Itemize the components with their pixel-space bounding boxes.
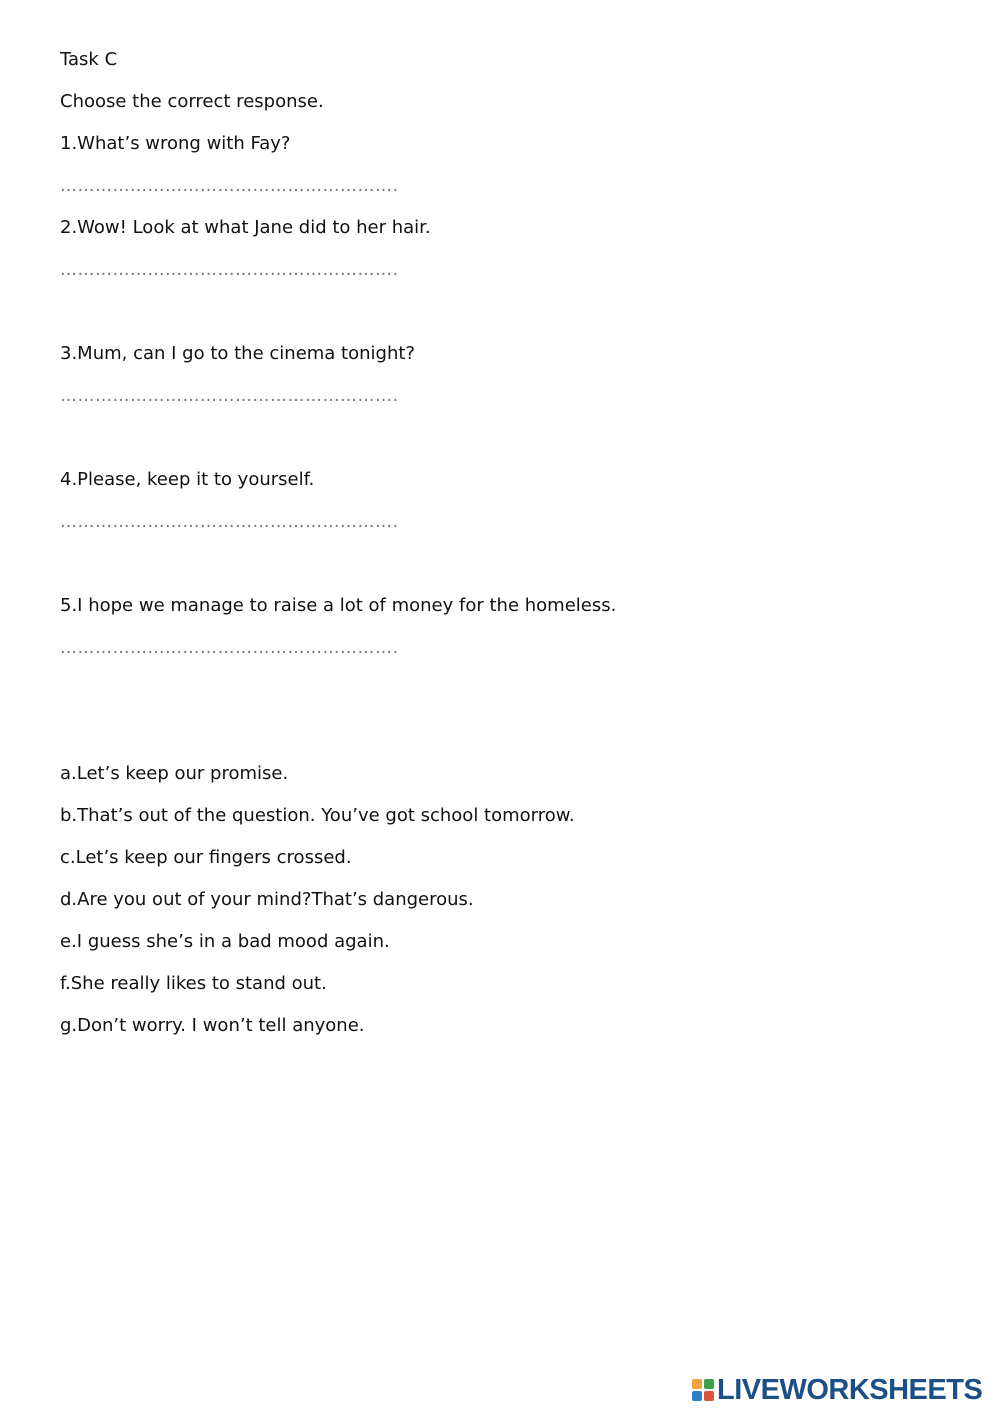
- question-2-answer-field[interactable]: [60, 259, 400, 281]
- option-b: b.That’s out of the question. You’ve got school tomorrow.: [60, 805, 575, 826]
- logo-tile-icon: [704, 1391, 714, 1401]
- liveworksheets-logo-icon: [692, 1379, 714, 1401]
- question-4-answer-field[interactable]: [60, 511, 400, 533]
- question-1-answer-field[interactable]: [60, 175, 400, 197]
- question-2-prompt: 2.Wow! Look at what Jane did to her hair.: [60, 217, 431, 238]
- question-4-prompt: 4.Please, keep it to yourself.: [60, 469, 315, 490]
- task-label: Task C: [60, 49, 118, 70]
- option-c: c.Let’s keep our fingers crossed.: [60, 847, 352, 868]
- logo-tile-icon: [704, 1379, 714, 1389]
- option-g: g.Don’t worry. I won’t tell anyone.: [60, 1015, 365, 1036]
- liveworksheets-brand: [692, 1374, 982, 1406]
- brand-wordmark: LIVEWORKSHEETS: [717, 1374, 983, 1406]
- option-d: d.Are you out of your mind?That’s dangerous.: [60, 889, 474, 910]
- logo-tile-icon: [692, 1391, 702, 1401]
- question-5-answer-field[interactable]: [60, 637, 400, 659]
- instruction-text: Choose the correct response.: [60, 91, 324, 112]
- logo-tile-icon: [692, 1379, 702, 1389]
- question-5-prompt: 5.I hope we manage to raise a lot of money for the homeless.: [60, 595, 617, 616]
- question-3-prompt: 3.Mum, can I go to the cinema tonight?: [60, 343, 415, 364]
- option-f: f.She really likes to stand out.: [60, 973, 327, 994]
- option-e: e.I guess she’s in a bad mood again.: [60, 931, 390, 952]
- question-1-prompt: 1.What’s wrong with Fay?: [60, 133, 291, 154]
- question-3-answer-field[interactable]: [60, 385, 400, 407]
- option-a: a.Let’s keep our promise.: [60, 763, 289, 784]
